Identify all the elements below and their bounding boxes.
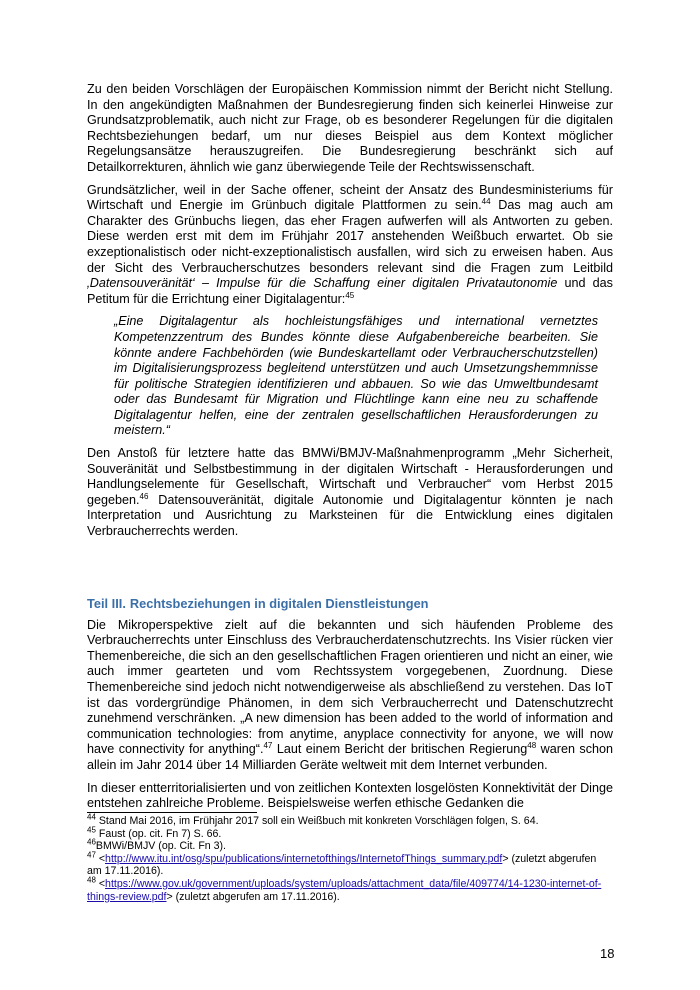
footnote-48-pre: < [95,877,106,890]
paragraph-3-text-a: Den Anstoß für letztere hatte das BMWi/BMJV-Maßnahmenprogramm „Mehr Sicherheit, Souveränität und Selbstbestimmung in der digitalen Wirtschaft - Herausforderungen und Handlungselemente für Gesellschaft, Wirtschaft und Verbraucher“ vom Herbst 2015 gegeben. [87,446,613,507]
paragraph-2-text-c: und das Petitum für die Errichtung einer Digitalagentur: [87,276,613,306]
footnote-48 [87,875,607,903]
footnotes [87,812,607,903]
paragraph-2-text-a: Grundsätzlicher, weil in der Sache offener, scheint der Ansatz des Bundesministeriums für Wirtschaft und Energie im Grünbuch digitale Plattformen zu sein. [87,182,613,213]
footnote-44-text: Stand Mai 2016, im Frühjahr 2017 soll ein Weißbuch mit konkreten Vorschlägen folgen, S. 64. [95,815,539,827]
footnote-45 [87,825,607,841]
footnote-ref-46[interactable]: 46 [139,491,149,501]
paragraph-3 [87,446,613,540]
footnote-46-number: 46 [87,837,96,847]
paragraph-2 [87,183,613,308]
footnote-47-number: 47 [87,850,96,860]
footnote-47 [87,850,607,878]
footnote-44-number: 44 [87,812,96,822]
paragraph-4-text-b: Laut einem Bericht der britischen Regierung [272,742,528,757]
footnote-ref-47[interactable]: 47 [263,741,273,751]
footnote-47-link[interactable]: http://www.itu.int/osg/spu/publications/internetofthings/InternetofThings_summary.pdf [105,852,503,865]
section-heading [87,596,613,612]
paragraph-4-text-a: Die Mikroperspektive zielt auf die bekannten und sich häufenden Probleme des Verbraucherrechts unter Einschluss des Verbraucherdatenschutzrechts. Ins Visier rücken vier Themenbereiche, die sich an den gesellschaftlichen Fragen orientieren und nicht an einer, wie auch immer gearteten und vom Rechtssystem vorgegebenen, Zuordnung. Diese Themenbereiche sind jedoch nicht notwendigerweise als abschließend zu verstehen. Das IoT ist das vordergründige Phänomen, in dem sich Verbraucherrecht und Datenschutzrecht zunehmend verschränken. „A new dimension has been added to the world of information and communication technologies: from anytime, anyplace connectivity for anyone, we will now have connectivity for anything“. [87,617,613,757]
paragraph-1: Zu den beiden Vorschlägen der Europäischen Kommission nimmt der Bericht nicht Stellung. In den angekündigten Maßnahmen der Bundesregierung finden sich keinerlei Hinweise zur Grundsatzproblematik, auch nicht zur Frage, ob es besonderer Regelungen für die digitalen Rechtsbeziehungen bedarf, um nur dieses Beispiel aus dem Kontext möglicher Regelungsansätze herauszugreifen. Die Bundesregierung beschränkt sich auf Detailkorrekturen, ähnlich wie ganz überwiegende Teile der Rechtswissenschaft. [87,82,613,174]
block-quote: „Eine Digitalagentur als hochleistungsfähiges und international vernetztes Kompetenzzentrum des Bundes könnte diese Aufgabenbereiche bearbeiten. Sie könnte andere Fachbehörden (wie Bundeskartellamt oder Verbraucherschutzstellen) im Digitalisierungsprozess begleitend unterstützen und auch Umsetzungshemmnisse für politische Strategien identifizieren und abbauen. So wie das Umweltbundesamt oder das Bundesamt für Migration und Flüchtlinge kann eine neu zu schaffende Digitalagentur helfen, eine der zentralen gesellschaftlichen Herausforderungen zu meistern.“ [114,314,598,438]
footnote-separator [87,812,257,813]
footnote-48-link[interactable]: https://www.gov.uk/government/uploads/system/uploads/attachment_data/file/409774/14-1230-internet-of-things-review.pdf [87,877,602,903]
paragraph-2-italic: ‚Datensouveränität‘ – Impulse für die Schaffung einer digitalen Privatautonomie [87,276,558,291]
page-number: 18 [600,946,615,961]
footnote-45-number: 45 [87,825,96,835]
footnote-48-post: > (zuletzt abgerufen am 17.11.2016). [166,890,340,903]
footnote-46 [87,837,607,853]
section-title: Rechtsbeziehungen in digitalen Dienstleistungen [129,595,429,611]
paragraph-5: In dieser entterritorialisierten und von zeitlichen Kontexten losgelösten Konnektivität der Dinge entstehen zahlreiche Probleme. Beispielsweise werfen ethische Gedanken die [87,780,613,811]
footnote-46-text: BMWi/BMJV (op. Cit. Fn 3). [95,840,226,853]
footnote-44 [87,812,607,828]
footnote-ref-48[interactable]: 48 [527,741,537,751]
footnote-ref-44[interactable]: 44 [481,196,491,206]
paragraph-3-text-b: Datensouveränität, digitale Autonomie und Digitalagentur könnten je nach Interpretation und Ausrichtung zu Marksteinen für die Entwicklung eines digitalen Verbraucherrechts werden. [87,492,613,539]
section-number: Teil III. [87,595,126,611]
footnote-45-text: Faust (op. cit. Fn 7) S. 66. [95,827,222,840]
footnote-47-post: > (zuletzt abgerufen am 17.11.2016). [87,852,597,878]
footnote-48-number: 48 [87,875,96,885]
paragraph-4 [87,618,613,774]
paragraph-4-text-c: waren schon allein im Jahr 2014 über 14 Milliarden Geräte weltweit mit dem Internet verbunden. [87,742,614,772]
footnote-47-pre: < [95,852,106,865]
footnote-ref-45[interactable]: 45 [345,290,355,300]
paragraph-2-text-b: Das mag auch am Charakter des Grünbuchs liegen, das eher Fragen aufwerfen will als Antworten zu geben. Diese werden erst mit dem im Frühjahr 2017 anstehenden Weißbuch erwartet. Ob sie exzeptionalistisch oder nicht-exzeptionalistisch ausfallen, wird sich zu erweisen haben. Aus der Sicht des Verbraucherschutzes besonders relevant sind die Fragen zum Leitbild [87,198,613,275]
